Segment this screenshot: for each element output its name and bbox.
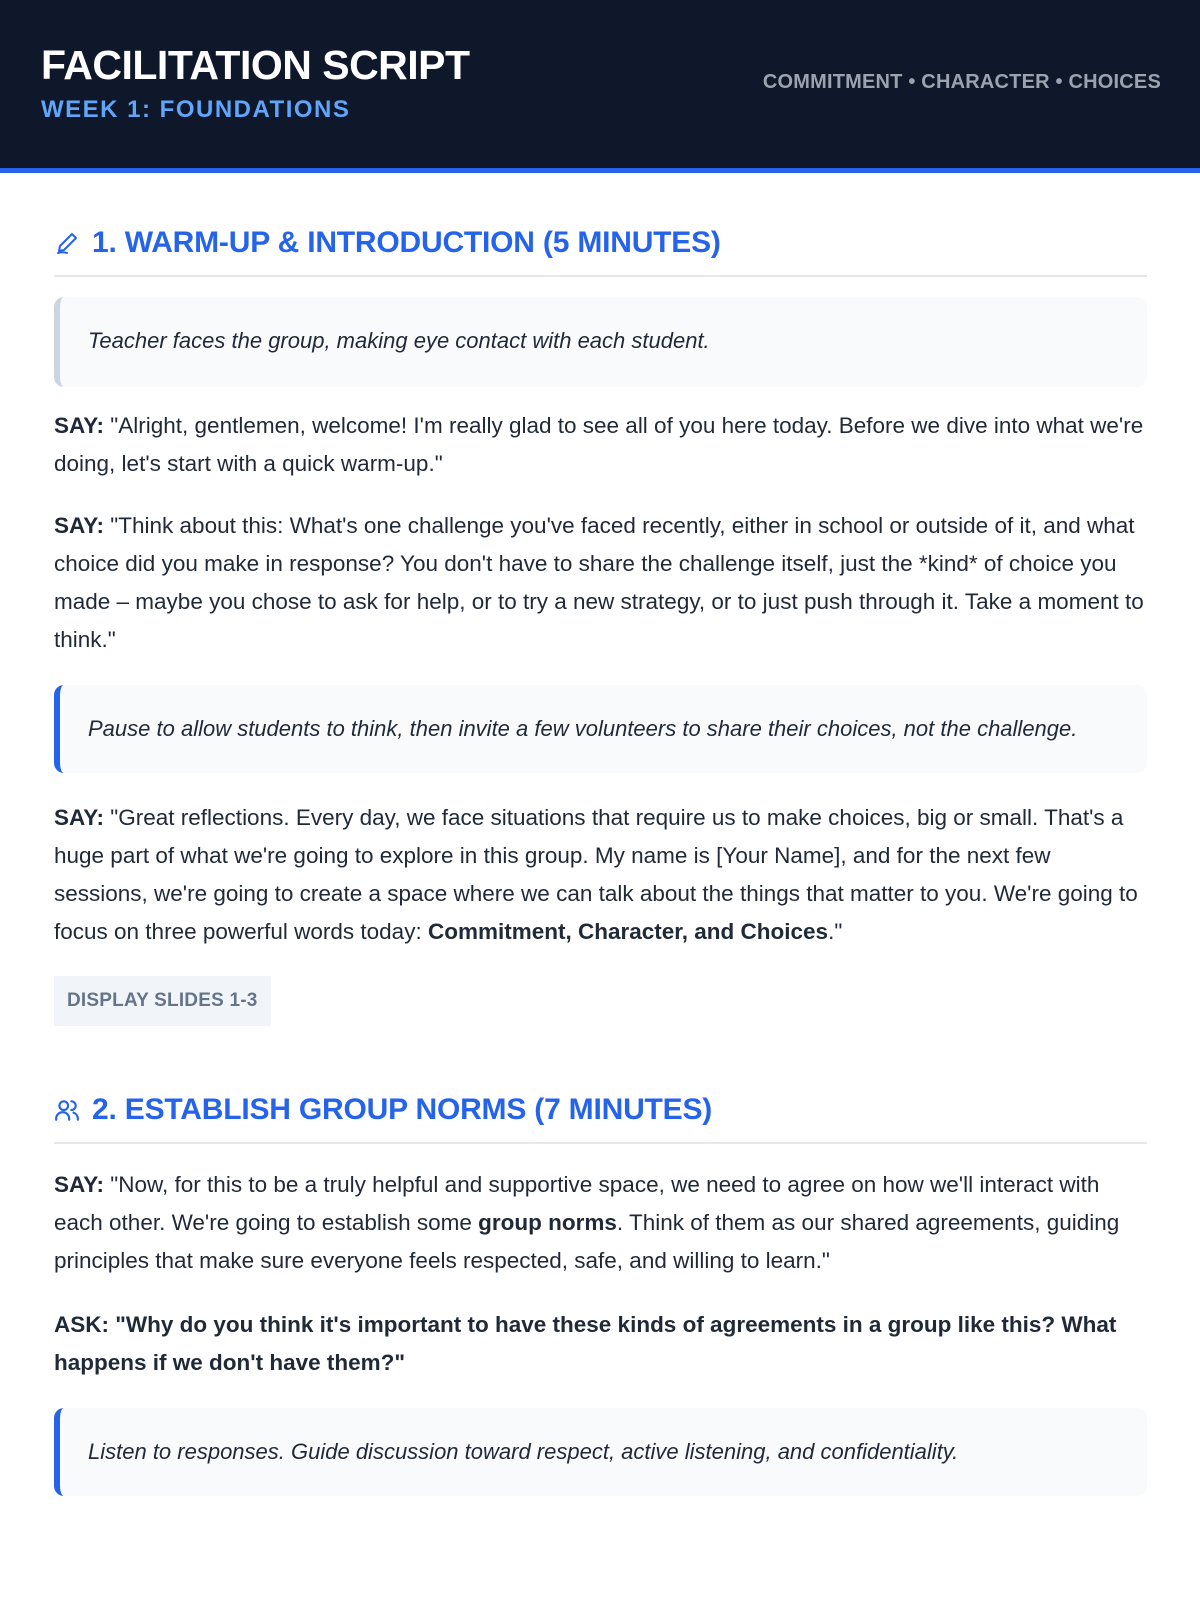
say-paragraph-2 [54, 507, 1147, 659]
page-title: FACILITATION SCRIPT [41, 42, 470, 88]
say-text-end: ." [828, 919, 843, 944]
say-emphasis: Commitment, Character, and Choices [427, 919, 829, 944]
section-1-heading [54, 219, 1147, 277]
display-slides-badge: DISPLAY SLIDES 1-3 [54, 976, 271, 1026]
users-icon [54, 1097, 80, 1123]
say-paragraph-3 [54, 799, 1147, 951]
pen-icon [54, 230, 80, 256]
say-label: SAY: [54, 513, 105, 538]
header-tagline: COMMITMENT • CHARACTER • CHOICES [762, 71, 1161, 93]
say-text: "Now, for this to be a truly helpful and supportive space, we need to agree on how we'll interact with each other. We're going to establish some [54, 1172, 1100, 1235]
header [0, 0, 1200, 173]
page-subtitle: WEEK 1: FOUNDATIONS [41, 96, 351, 123]
ask-paragraph: ASK: "Why do you think it's important to have these kinds of agreements in a group like this? What happens if we don't have them?" [54, 1312, 1117, 1375]
say-paragraph-4 [54, 1166, 1147, 1280]
stage-direction-2: Pause to allow students to think, then invite a few volunteers to share their choices, not the challenge. [54, 685, 1147, 773]
say-paragraph-1 [54, 407, 1147, 483]
section-1-title: 1. WARM-UP & INTRODUCTION (5 MINUTES) [92, 226, 721, 259]
say-text: "Think about this: What's one challenge you've faced recently, either in school or outside of it, and what choice did you make in response? You don't have to share the challenge itself, just the *kind* of choice you made – maybe you chose to ask for help, or to try a new strategy, or to just push through it. Take a moment to think." [54, 513, 1144, 652]
stage-direction-3: Listen to responses. Guide discussion toward respect, active listening, and confidentiality. [54, 1408, 1147, 1496]
section-2-heading [54, 1086, 1147, 1144]
script-content [54, 173, 1147, 1496]
say-label: SAY: [54, 805, 105, 830]
say-text-end: . Think of them as our shared agreements, guiding principles that make sure everyone feels respected, safe, and willing to learn." [54, 1210, 1120, 1273]
say-text: "Alright, gentlemen, welcome! I'm really glad to see all of you here today. Before we dive into what we're doing, let's start with a quick warm-up." [54, 413, 1144, 476]
say-emphasis: group norms [478, 1210, 617, 1235]
say-label: SAY: [54, 1172, 105, 1197]
stage-direction-1: Teacher faces the group, making eye contact with each student. [54, 297, 1147, 387]
section-2-title: 2. ESTABLISH GROUP NORMS (7 MINUTES) [92, 1093, 713, 1126]
say-label: SAY: [54, 413, 105, 438]
say-text: "Great reflections. Every day, we face situations that require us to make choices, big or small. That's a huge part of what we're going to explore in this group. My name is [Your Name], and for the next few sessions, we're going to create a space where we can talk about the things that matter to you. We're going to focus on three powerful words today: [54, 805, 1138, 944]
